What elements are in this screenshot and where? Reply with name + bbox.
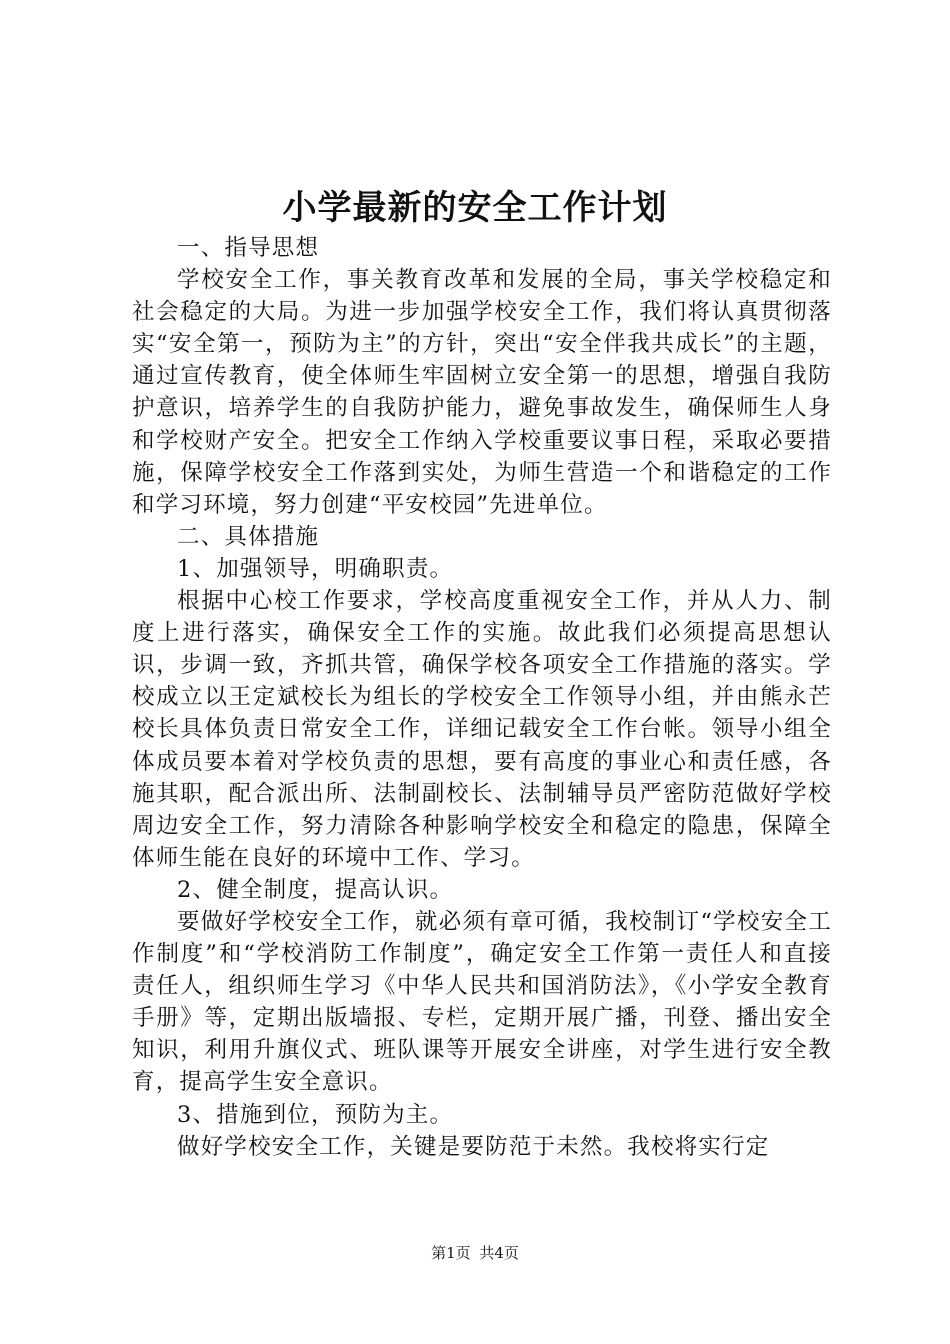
document-title: 小学最新的安全工作计划 — [282, 188, 668, 228]
page-total: 共4页 — [479, 1244, 519, 1262]
page-footer — [0, 1243, 950, 1263]
subheading-prevention: 3、措施到位，预防为主。 — [177, 1101, 454, 1128]
paragraph-guiding-ideology: 学校安全工作，事关教育改革和发展的全局，事关学校稳定和社会稳定的大局。为进一步加强学校安全工作，我们将认真贯彻落实“安全第一，预防为主”的方针，突出“安全伴我共成长”的主题，通过宣传教育，使全体师生牢固树立安全第一的思想，增强自我防护意识，培养学生的自我防护能力，避免事故发生，确保师生人身和学校财产安全。把安全工作纳入学校重要议事日程，采取必要措施，保障学校安全工作落到实处，为师生营造一个和谐稳定的工作和学习环境，努力创建“平安校园”先进单位。 — [132, 267, 832, 518]
paragraph-system: 要做好学校安全工作，就必须有章可循，我校制订“学校安全工作制度”和“学校消防工作制度”，确定安全工作第一责任人和直接责任人，组织师生学习《中华人民共和国消防法》，《小学安全教育手册》等，定期出版墙报、专栏，定期开展广播，刊登、播出安全知识，利用升旗仪式、班队课等开展安全讲座，对学生进行安全教育，提高学生安全意识。 — [132, 908, 832, 1096]
subheading-leadership: 1、加强领导，明确职责。 — [177, 555, 454, 582]
subheading-system: 2、健全制度，提高认识。 — [177, 876, 454, 903]
section-heading-guiding-ideology: 一、指导思想 — [177, 235, 320, 261]
paragraph-leadership: 根据中心校工作要求，学校高度重视安全工作，并从人力、制度上进行落实，确保安全工作的实施。故此我们必须提高思想认识，步调一致，齐抓共管，确保学校各项安全工作措施的落实。学校成立以王定斌校长为组长的学校安全工作领导小组，并由熊永芒校长具体负责日常安全工作，详细记载安全工作台帐。领导小组全体成员要本着对学校负责的思想，要有高度的事业心和责任感，各施其职，配合派出所、法制副校长、法制辅导员严密防范做好学校周边安全工作，努力清除各种影响学校安全和稳定的隐患，保障全体师生能在良好的环境中工作、学习。 — [132, 588, 832, 871]
paragraph-prevention: 做好学校安全工作，关键是要防范于未然。我校将实行定 — [177, 1133, 770, 1160]
section-heading-specific-measures: 二、具体措施 — [177, 523, 320, 550]
page-number: 第1页 — [431, 1244, 471, 1262]
document-body — [132, 232, 832, 1163]
